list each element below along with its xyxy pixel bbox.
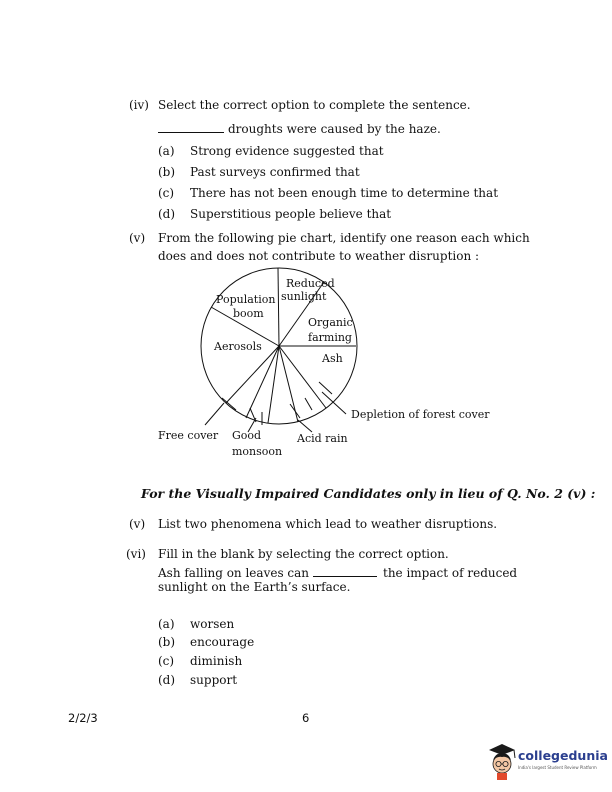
vi-question-vi-line3: sunlight on the Earth’s surface. (158, 580, 351, 594)
label-boom: boom (233, 307, 264, 320)
pie-tick (290, 404, 300, 418)
pie-tick (305, 398, 312, 410)
option-label: (d) (158, 673, 176, 687)
label-aerosols: Aerosols (214, 340, 262, 353)
collegedunia-logo (486, 742, 606, 782)
vi-question-v-text: List two phenomena which lead to weather disruptions. (158, 517, 498, 531)
option-text: worsen (190, 617, 235, 631)
page-number: 6 (302, 711, 310, 725)
option-label: (d) (158, 207, 176, 221)
option-text: Superstitious people believe that (190, 207, 392, 221)
vi-question-vi-line1: Fill in the blank by selecting the correct option. (158, 547, 449, 561)
leader-line-acid-rain (298, 420, 312, 432)
label-depletion: Depletion of forest cover (351, 408, 490, 421)
option-label: (b) (158, 165, 176, 179)
option-label: (b) (158, 635, 176, 649)
vi-question-vi-line2 (158, 566, 381, 580)
vi-heading: For the Visually Impaired Candidates only in lieu of Q. No. 2 (v) : (141, 486, 596, 501)
label-ash: Ash (322, 352, 343, 365)
option-text: support (190, 673, 238, 687)
leader-line-depletion (322, 392, 346, 414)
question-iv-prompt: Select the correct option to complete the sentence. (158, 98, 471, 112)
vi-question-vi-line2-start: Ash falling on leaves can (158, 566, 310, 580)
vi-question-vi-line2-end: the impact of reduced (383, 566, 518, 580)
vi-question-number-vi: (vi) (126, 547, 146, 561)
question-v-line1: From the following pie chart, identify one reason each which (158, 231, 530, 245)
pie-tick (319, 382, 332, 394)
option-label: (c) (158, 654, 175, 668)
option-text: Strong evidence suggested that (190, 144, 384, 158)
label-reduced: Reduced (286, 277, 335, 290)
pie-spoke (226, 346, 279, 403)
option-text: encourage (190, 635, 255, 649)
label-organic: Organic (308, 316, 353, 329)
label-population: Population (216, 293, 276, 306)
label-farming: farming (308, 331, 352, 344)
option-label: (a) (158, 617, 175, 631)
label-sunlight: sunlight (281, 290, 327, 303)
option-text: There has not been enough time to determine that (190, 186, 499, 200)
leader-line-free-cover (205, 403, 224, 425)
label-acid-rain: Acid rain (297, 432, 348, 445)
paper-code: 2/2/3 (68, 711, 98, 725)
logo-name: collegedunia (518, 748, 608, 763)
fill-blank (313, 566, 377, 577)
option-label: (c) (158, 186, 175, 200)
pie-spoke (279, 346, 326, 408)
pie-spoke (278, 268, 279, 346)
question-v-line2: does and does not contribute to weather disruption : (158, 249, 480, 263)
mascot-icon (486, 742, 518, 782)
option-label: (a) (158, 144, 175, 158)
vi-question-number-v: (v) (129, 517, 146, 531)
option-text: diminish (190, 654, 243, 668)
question-number-iv: (iv) (129, 98, 149, 112)
label-monsoon: monsoon (232, 445, 283, 458)
question-iv-sentence-rest: droughts were caused by the haze. (228, 122, 441, 136)
question-number-v: (v) (129, 231, 146, 245)
label-good: Good (232, 429, 262, 442)
option-text: Past surveys confirmed that (190, 165, 360, 179)
label-free-cover: Free cover (158, 429, 219, 442)
logo-tagline: India's largest Student Review Platform (518, 765, 597, 770)
